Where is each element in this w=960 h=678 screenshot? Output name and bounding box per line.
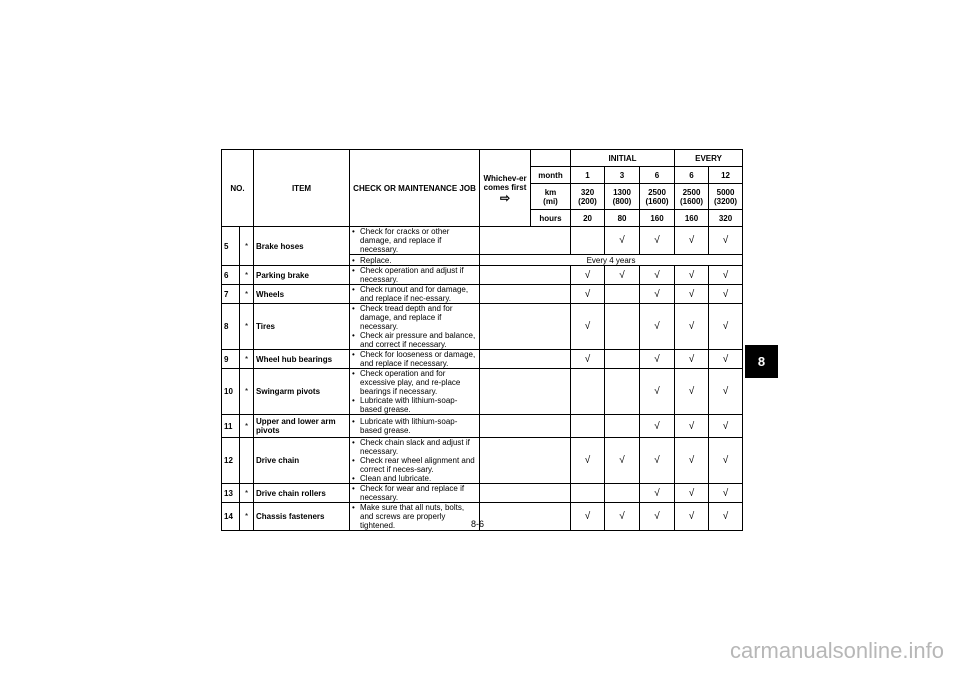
whichever-cell <box>480 369 571 415</box>
row-item: Drive chain rollers <box>254 484 350 503</box>
row-check-job <box>350 350 480 369</box>
check-item <box>352 417 477 435</box>
row-check-job <box>350 503 480 531</box>
page-number: 8-6 <box>471 519 485 529</box>
check-mark-cell: √ <box>709 415 743 438</box>
check-mark-cell: √ <box>640 369 675 415</box>
whichever-cell <box>480 266 571 285</box>
row-number: 7 <box>222 285 240 304</box>
table-body <box>222 227 743 531</box>
check-mark-cell: √ <box>675 415 709 438</box>
check-item <box>352 331 477 349</box>
check-text: Check for looseness or damage, and replace if necessary. <box>360 350 476 368</box>
check-item <box>352 396 477 414</box>
check-item <box>352 304 477 331</box>
header-month: 6 <box>640 167 675 184</box>
check-mark-cell <box>605 304 640 350</box>
whichever-cell <box>480 285 571 304</box>
header-month: 12 <box>709 167 743 184</box>
check-item <box>352 350 477 368</box>
check-text: Check operation and adjust if necessary. <box>360 266 464 284</box>
check-mark-cell: √ <box>605 503 640 531</box>
check-mark-cell: √ <box>571 285 605 304</box>
table-row <box>222 304 743 350</box>
row-check-job <box>350 415 480 438</box>
bullet-icon: • <box>352 396 355 405</box>
table-row <box>222 227 743 255</box>
check-item <box>352 256 477 265</box>
header-month: 6 <box>675 167 709 184</box>
table-row <box>222 415 743 438</box>
check-mark-cell: √ <box>640 438 675 484</box>
check-mark-cell: √ <box>675 304 709 350</box>
interval-note: Every 4 years <box>480 255 743 266</box>
row-number: 13 <box>222 484 240 503</box>
header-km: 2500 (1600) <box>640 184 675 210</box>
header-km-label: km (mi) <box>531 184 571 210</box>
row-number: 14 <box>222 503 240 531</box>
bullet-icon: • <box>352 369 355 378</box>
check-mark-cell: √ <box>675 350 709 369</box>
check-mark-cell: √ <box>709 285 743 304</box>
check-item <box>352 484 477 502</box>
header-no: NO. <box>222 150 254 227</box>
check-text: Check for wear and replace if necessary. <box>360 484 465 502</box>
check-mark-cell: √ <box>709 227 743 255</box>
check-mark-cell: √ <box>675 484 709 503</box>
row-item: Brake hoses <box>254 227 350 266</box>
whichever-cell <box>480 227 571 255</box>
check-text: Check air pressure and balance, and correct if necessary. <box>360 331 476 349</box>
check-mark-cell: √ <box>675 266 709 285</box>
check-item <box>352 266 477 284</box>
row-item: Drive chain <box>254 438 350 484</box>
bullet-icon: • <box>352 438 355 447</box>
header-km: 320 (200) <box>571 184 605 210</box>
watermark: carmanualsonline.info <box>729 638 944 663</box>
row-star: * <box>240 484 254 503</box>
header-km: 2500 (1600) <box>675 184 709 210</box>
table-row <box>222 285 743 304</box>
table-row <box>222 484 743 503</box>
header-month-label: month <box>531 167 571 184</box>
row-star: * <box>240 503 254 531</box>
header-hours: 160 <box>675 210 709 227</box>
whichever-label: Whichev-er comes first <box>483 173 527 192</box>
row-item: Upper and lower arm pivots <box>254 415 350 438</box>
whichever-cell <box>480 484 571 503</box>
row-check-job <box>350 369 480 415</box>
header-initial: INITIAL <box>571 150 675 167</box>
check-mark-cell: √ <box>709 369 743 415</box>
bullet-icon: • <box>352 417 355 426</box>
check-mark-cell: √ <box>605 438 640 484</box>
check-mark-cell: √ <box>640 350 675 369</box>
check-text: Check rear wheel alignment and correct if neces-sary. <box>360 456 475 474</box>
bullet-icon: • <box>352 304 355 313</box>
check-mark-cell: √ <box>571 503 605 531</box>
header-km: 5000 (3200) <box>709 184 743 210</box>
check-mark-cell: √ <box>605 266 640 285</box>
header-hours: 160 <box>640 210 675 227</box>
check-item <box>352 456 477 474</box>
arrow-right-icon: ⇨ <box>499 190 511 205</box>
check-mark-cell: √ <box>571 266 605 285</box>
check-item <box>352 285 477 303</box>
header-check: CHECK OR MAINTENANCE JOB <box>350 150 480 227</box>
check-mark-cell: √ <box>640 227 675 255</box>
header-month: 1 <box>571 167 605 184</box>
row-item: Tires <box>254 304 350 350</box>
header-hours: 80 <box>605 210 640 227</box>
section-tab: 8 <box>745 345 778 378</box>
table-row <box>222 369 743 415</box>
maintenance-table <box>221 149 743 531</box>
header-item: ITEM <box>254 150 350 227</box>
row-check-job <box>350 255 480 266</box>
row-number: 11 <box>222 415 240 438</box>
row-star: * <box>240 350 254 369</box>
check-item <box>352 503 477 530</box>
check-mark-cell <box>571 227 605 255</box>
check-mark-cell: √ <box>709 304 743 350</box>
header-km: 1300 (800) <box>605 184 640 210</box>
check-mark-cell: √ <box>675 285 709 304</box>
check-mark-cell <box>571 415 605 438</box>
check-mark-cell: √ <box>571 438 605 484</box>
row-number: 8 <box>222 304 240 350</box>
check-mark-cell: √ <box>709 266 743 285</box>
row-number: 5 <box>222 227 240 266</box>
check-text: Check operation and for excessive play, and re-place bearings if necessary. <box>360 369 461 396</box>
bullet-icon: • <box>352 331 355 340</box>
bullet-icon: • <box>352 350 355 359</box>
check-mark-cell <box>605 484 640 503</box>
row-star: * <box>240 266 254 285</box>
check-text: Check chain slack and adjust if necessary. <box>360 438 470 456</box>
row-check-job <box>350 227 480 255</box>
check-mark-cell <box>605 285 640 304</box>
check-mark-cell: √ <box>709 350 743 369</box>
row-check-job <box>350 438 480 484</box>
check-mark-cell: √ <box>675 503 709 531</box>
table-row <box>222 266 743 285</box>
check-mark-cell: √ <box>640 503 675 531</box>
table-row <box>222 438 743 484</box>
bullet-icon: • <box>352 474 355 483</box>
row-star <box>240 438 254 484</box>
row-star: * <box>240 304 254 350</box>
row-star: * <box>240 369 254 415</box>
header-whichever <box>480 150 531 227</box>
check-mark-cell <box>605 350 640 369</box>
check-item <box>352 474 477 483</box>
check-mark-cell: √ <box>675 438 709 484</box>
bullet-icon: • <box>352 227 355 236</box>
row-item: Chassis fasteners <box>254 503 350 531</box>
bullet-icon: • <box>352 285 355 294</box>
bullet-icon: • <box>352 456 355 465</box>
row-check-job <box>350 484 480 503</box>
bullet-icon: • <box>352 266 355 275</box>
check-mark-cell: √ <box>571 304 605 350</box>
check-text: Check tread depth and for damage, and replace if necessary. <box>360 304 453 331</box>
row-item: Swingarm pivots <box>254 369 350 415</box>
table-header <box>222 150 743 227</box>
whichever-cell <box>480 415 571 438</box>
check-text: Check runout and for damage, and replace if nec-essary. <box>360 285 469 303</box>
check-mark-cell: √ <box>709 503 743 531</box>
row-check-job <box>350 304 480 350</box>
whichever-cell <box>480 304 571 350</box>
row-star: * <box>240 415 254 438</box>
check-mark-cell: √ <box>640 415 675 438</box>
row-number: 9 <box>222 350 240 369</box>
bullet-icon: • <box>352 255 355 265</box>
header-every: EVERY <box>675 150 743 167</box>
row-check-job <box>350 266 480 285</box>
check-mark-cell: √ <box>709 438 743 484</box>
check-mark-cell: √ <box>640 266 675 285</box>
whichever-cell <box>480 350 571 369</box>
check-text: Check for cracks or other damage, and replace if necessary. <box>360 227 450 254</box>
header-hours: 20 <box>571 210 605 227</box>
row-star: * <box>240 285 254 304</box>
check-text: Lubricate with lithium-soap-based grease. <box>360 396 458 414</box>
check-item <box>352 369 477 396</box>
check-text: Replace. <box>360 255 392 265</box>
check-mark-cell: √ <box>675 369 709 415</box>
check-item <box>352 227 477 254</box>
header-hours-label: hours <box>531 210 571 227</box>
check-mark-cell <box>571 484 605 503</box>
row-number: 12 <box>222 438 240 484</box>
row-item: Wheel hub bearings <box>254 350 350 369</box>
header-spacer <box>531 150 571 167</box>
check-mark-cell <box>605 415 640 438</box>
header-month: 3 <box>605 167 640 184</box>
check-text: Make sure that all nuts, bolts, and screws are properly tightened. <box>360 503 465 530</box>
whichever-cell <box>480 503 571 531</box>
check-text: Lubricate with lithium-soap-based grease. <box>360 417 458 435</box>
check-mark-cell <box>571 369 605 415</box>
check-mark-cell: √ <box>571 350 605 369</box>
header-hours: 320 <box>709 210 743 227</box>
check-text: Clean and lubricate. <box>360 474 432 483</box>
whichever-cell <box>480 438 571 484</box>
row-check-job <box>350 285 480 304</box>
bullet-icon: • <box>352 503 355 512</box>
row-number: 6 <box>222 266 240 285</box>
check-item <box>352 438 477 456</box>
check-mark-cell: √ <box>640 285 675 304</box>
row-item: Wheels <box>254 285 350 304</box>
check-mark-cell: √ <box>640 484 675 503</box>
check-mark-cell: √ <box>640 304 675 350</box>
row-number: 10 <box>222 369 240 415</box>
table-row <box>222 350 743 369</box>
bullet-icon: • <box>352 484 355 493</box>
row-item: Parking brake <box>254 266 350 285</box>
row-star: * <box>240 227 254 266</box>
check-mark-cell <box>605 369 640 415</box>
check-mark-cell: √ <box>675 227 709 255</box>
check-mark-cell: √ <box>605 227 640 255</box>
check-mark-cell: √ <box>709 484 743 503</box>
